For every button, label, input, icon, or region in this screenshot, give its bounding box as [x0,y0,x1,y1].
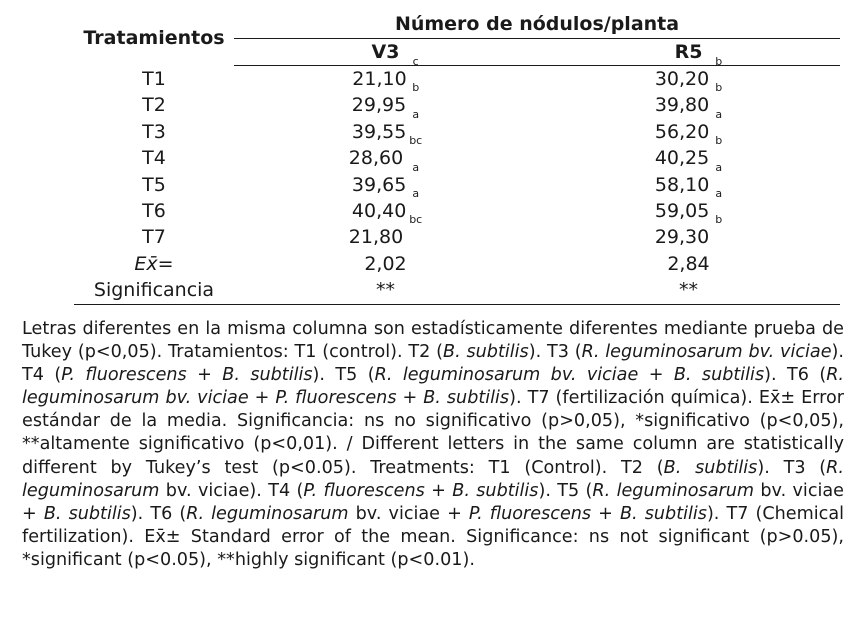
r5-letter: b [715,81,723,95]
v3-value: 40,40 [351,200,407,223]
footnote-text: ). T3 ( [528,342,582,363]
footnote-italic: R. leguminosarum bv. viciae + B. subtilis [374,365,765,386]
footnote-text: ). T6 ( [130,503,187,524]
r5-value: 29,30 [654,226,710,249]
footnote-italic: P. fluorescens + B. subtilis [61,365,313,386]
r5-letter: a [715,187,723,201]
footnote-text: ). T6 ( [764,365,827,386]
r5-cell [537,160,840,201]
column-header-v3: V3 [234,39,537,66]
r5-value: 30,20 [654,68,710,90]
treatment-cell: T5 [142,173,166,196]
v3-value: 29,95 [351,94,407,117]
treatment-cell: T3 [142,120,166,143]
r5-value: 58,10 [654,173,710,196]
v3-value: 39,65 [351,173,407,196]
v3-value: 21,10 [352,68,407,90]
v3-value: 39,55 [351,120,407,143]
footnote-italic: R. leguminosarum [592,480,755,501]
treatment-cell: T7 [142,226,166,249]
footnote-italic: R. leguminosarum bv. viciae [581,342,832,363]
r5-cell [537,134,840,171]
significance-r5: ** [537,277,840,304]
v3-letter: bc [409,213,423,227]
v3-letter: b [412,81,420,95]
footnote-italic: B. subtilis [663,457,758,478]
mean-r5: 2,84 [667,252,710,275]
r5-letter: a [715,107,723,121]
mean-label: Ex̄= [134,252,174,275]
r5-letter: a [715,160,723,174]
table-row [74,92,840,118]
significance-label: Significancia [74,277,234,304]
v3-letter: a [412,187,420,201]
footnote-text: ). T7 (Chemical fertilization). Ex̄± Standard error of the mean. Significance: ns not significant (p>0.05), *significant (p<0.05), **highly significant (p<0.01). [22,503,844,570]
footnote-italic: R. leguminosarum bv. viciae + P. fluorescens + B. subtilis [22,365,845,409]
treatments-header: Tratamientos [83,26,225,49]
footnote-text: ). T3 ( [757,457,827,478]
r5-value: 56,20 [654,120,710,143]
footnote-text: ). T5 ( [538,480,593,501]
v3-cell [234,134,537,171]
v3-letter: bc [409,134,423,148]
v3-cell [234,187,537,227]
footnote-italic: B. subtilis [43,503,131,524]
r5-cell [537,213,840,250]
v3-letter: a [412,107,420,121]
table-row [74,172,840,198]
v3-letter: c [412,55,419,68]
footnote-italic: B. subtilis [443,342,529,363]
v3-cell [234,55,537,93]
r5-cell [537,107,840,148]
r5-cell [537,187,840,227]
r5-letter: b [715,55,723,68]
r5-value: 39,80 [654,94,710,117]
v3-value: 21,80 [348,226,404,249]
footnote-text: ). T7 (fertilización química). Ex̄± Error estándar de la media. Significancia: ns no significativo (p>0,05), *significativo (p<0,05), **altamente significativo (p<0,01). / Different letters in the same column are statistically different by Tukey’s test (p<0.05). Treatments: T1 (Control). T2 ( [22,388,844,478]
treatment-cell: T1 [142,67,166,90]
mean-row [74,251,840,277]
footnote-italic: P. fluorescens + B. subtilis [303,480,539,501]
nodules-group-header: Número de nódulos/planta [234,10,840,39]
treatment-cell: T4 [142,147,166,170]
v3-letter: a [412,160,420,174]
footnote-text: bv. viciae + [22,480,844,524]
footnote-text: bv. viciae + [348,503,469,524]
results-table-container [74,10,840,305]
r5-letter: b [715,134,723,148]
table-row [74,198,840,224]
r5-cell [537,81,840,118]
r5-cell [537,55,840,93]
significance-v3: ** [234,277,537,304]
table-row [74,119,840,145]
v3-cell [234,213,537,250]
treatment-cell: T6 [142,200,166,223]
mean-v3: 2,02 [364,252,407,275]
v3-cell [234,107,537,148]
results-table [74,10,840,305]
footnote-text: ). T5 ( [312,365,375,386]
table-row [74,66,840,93]
r5-value: 40,25 [654,147,710,170]
column-header-r5: R5 [537,39,840,66]
v3-value: 28,60 [348,147,404,170]
significance-row [74,277,840,304]
treatment-cell: T2 [142,94,166,117]
footnote-text: ). T4 ( [22,342,844,386]
footnote-text: Letras diferentes en la misma columna son estadísticamente diferentes mediante prueba de Tukey (p<0,05). Tratamientos: T1 (control). T2 ( [22,319,844,363]
v3-cell [234,160,537,201]
footnote-italic: R. leguminosarum [22,457,844,501]
v3-cell [234,81,537,118]
footnote-italic: R. leguminosarum [186,503,349,524]
table-row [74,145,840,171]
footnote-text: bv. viciae). T4 ( [159,480,304,501]
table-row [74,224,840,250]
footnote-italic: P. fluorescens + B. subtilis [468,503,707,524]
table-footnote [22,318,844,572]
r5-value: 59,05 [654,200,710,223]
r5-letter: b [715,213,723,227]
